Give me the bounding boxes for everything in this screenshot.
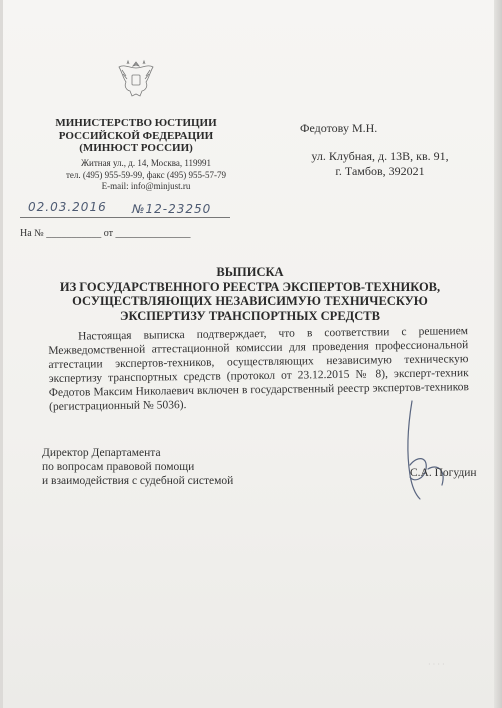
handwritten-date: 02.03.2016 [28,200,107,214]
org-name-line1: МИНИСТЕРСТВО ЮСТИЦИИ [55,117,217,129]
body-text: Настоящая выписка подтверждает, что в соответствии с решением Межведомственной аттестационной комиссии для проведения профессиональной аттестации экспертов-техников, осуществляющих независимую техническую экспертизу транспортных средств (протокол от 23.12.2015 № 8), эксперт-техник Федотов Максим Николаевич включен в государственный реестр экспертов-техников (регистрационный № 5036). [48,325,469,413]
date-underline [20,217,230,218]
handwritten-signature [398,395,458,505]
page-edge-left [0,0,3,708]
org-email: E-mail: info@minjust.ru [101,181,191,191]
title-line2: ИЗ ГОСУДАРСТВЕННОГО РЕЕСТРА ЭКСПЕРТОВ-ТЕХНИКОВ, [59,279,441,294]
org-phones: тел. (495) 955-59-99, факс (495) 955-57-79 [65,169,227,180]
title-line1: ВЫПИСКА [216,265,284,279]
recipient-city: г. Тамбов, 392021 [335,164,425,178]
organization-header [46,117,226,155]
recipient-street: ул. Клубная, д. 13В, кв. 91, [311,149,449,163]
page-edge-right [494,0,502,708]
reference-line: На № ___________ от _______________ [20,228,191,239]
recipient-name: Федотову М.Н. [300,121,378,135]
title-line4: ЭКСПЕРТИЗУ ТРАНСПОРТНЫХ СРЕДСТВ [120,308,380,323]
coat-of-arms-icon [116,58,156,102]
document-title [50,265,450,323]
signer-position-line3: и взаимодействия с судебной системой [42,475,234,487]
recipient-address [300,149,460,179]
signer-position-line2: по вопросам правовой помощи [42,461,195,473]
faint-mark: · · · · [428,660,445,669]
signer-position-line1: Директор Департамента [42,447,161,459]
org-name-line3: (МИНЮСТ РОССИИ) [79,142,193,154]
handwritten-reg-number: №12-23250 [132,202,212,216]
signer-name: С.А. Погудин [410,467,477,479]
org-address: Житная ул., д. 14, Москва, 119991 [80,158,212,168]
organization-contacts [46,158,246,193]
signer-position [42,446,292,488]
title-line3: ОСУЩЕСТВЛЯЮЩИХ НЕЗАВИСИМУЮ ТЕХНИЧЕСКУЮ [72,294,428,308]
org-name-line2: РОССИЙСКОЙ ФЕДЕРАЦИИ [58,129,214,142]
